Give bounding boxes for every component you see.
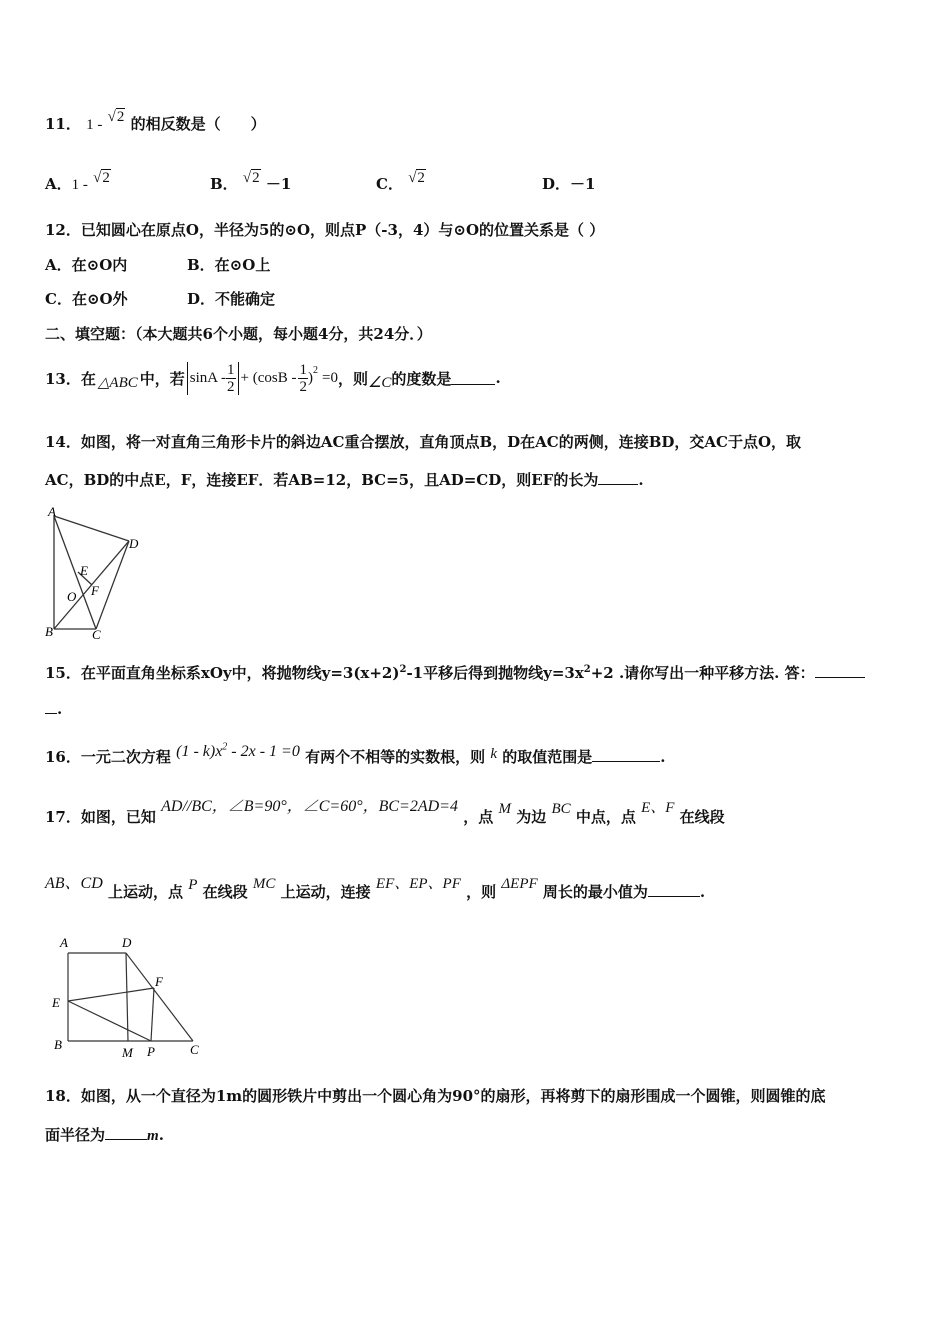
q17-label-e: E: [52, 995, 60, 1010]
q12-stem: 12．已知圆心在原点O，半径为5的⊙O，则点P（-3，4）与⊙O的位置关系是（ ）: [45, 221, 605, 239]
q17-label-b: B: [54, 1037, 62, 1052]
q13-angle: ∠C: [367, 374, 392, 391]
q14-answer-blank: [598, 472, 638, 485]
q16-answer-blank: [592, 749, 660, 762]
q14-line2: AC，BD的中点E，F，连接EF．若AB=12，BC=5，且AD=CD，则EF的长为 .: [45, 471, 644, 489]
q11-expr: 1 -: [86, 117, 103, 133]
q11-option-c-radical: √2: [408, 170, 425, 186]
q14-label-c: C: [92, 627, 101, 642]
q15-continuation: .: [45, 700, 62, 718]
q11-option-c: C． √2: [376, 170, 425, 193]
q14-label-o: O: [67, 589, 77, 604]
q17-label-c: C: [190, 1042, 199, 1057]
q17-label-m: M: [122, 1045, 133, 1060]
q12-option-d: D．不能确定: [187, 290, 276, 308]
q14-label-a: A: [48, 504, 56, 519]
q17-seg-ef: [68, 988, 154, 1001]
q11-option-a: A．1 - √2: [45, 170, 110, 193]
q13-triangle: △ABC: [97, 374, 138, 391]
q12-option-b: B．在⊙O上: [187, 256, 271, 274]
q17-label-d: D: [122, 935, 132, 950]
q15-answer-blank: [815, 665, 865, 678]
section-heading: 二、填空题：（本大题共6个小题，每小题4分，共24分．）: [45, 325, 432, 343]
q15-stem: 15．在平面直角坐标系xOy中，将抛物线$y=3(x+2)^2-1$平移后得到抛物线$y=3x^2+2$ .请你写出一种平移方法. 答：: [45, 662, 865, 683]
q17-label-f: F: [155, 974, 163, 989]
q17-figure: [48, 933, 208, 1063]
q13-answer-blank: [451, 372, 495, 385]
q14-seg-ad: [54, 516, 129, 541]
q17-seg-ep: [68, 1001, 151, 1041]
q13-abs-value: sinA - $\frac{1}{2}$: [187, 362, 239, 395]
q17-seg-dm: [126, 953, 128, 1041]
q11-option-b-radical: √2: [242, 170, 260, 186]
q17-seg-dc: [126, 953, 193, 1041]
q17-seg-pf: [151, 988, 154, 1041]
q11-number: 11．: [45, 115, 81, 133]
q14-seg-ac: [54, 516, 96, 629]
q18-line2: 面半径为 m.: [45, 1126, 164, 1144]
q14-label-f: F: [91, 583, 99, 598]
q11-question-text: 的相反数是（ ）: [130, 115, 266, 133]
q14-label-e: E: [80, 563, 88, 578]
q11-option-b: B． √2 －1: [210, 170, 292, 193]
q17-label-a: A: [60, 935, 68, 950]
q16-k: k: [490, 746, 498, 762]
q11-radical: √2: [107, 109, 125, 125]
q12-option-c: C．在⊙O外: [45, 290, 128, 308]
q17-line2: AB、CD 上运动，点 P 在线段 MC 上运动，连接 EF、EP、PF ，则 ΔEPF 周长的最小值为 .: [45, 875, 706, 901]
q14-figure: [42, 503, 142, 643]
q17-given: AD//BC，∠B=90°，∠C=60°，BC=2AD=4: [161, 798, 458, 815]
q11-option-d: D．－1: [542, 175, 596, 193]
q14-label-d: D: [129, 536, 139, 551]
q17-answer-blank: [648, 884, 700, 897]
q18-answer-blank: [105, 1127, 147, 1140]
q11-option-a-radical: √2: [93, 170, 110, 186]
q17-line1: 17．如图，已知 AD//BC，∠B=90°，∠C=60°，BC=2AD=4 ，点 M 为边 BC 中点，点 E、F 在线段: [45, 798, 725, 826]
q18-line1: 18．如图，从一个直径为1m的圆形铁片中剪出一个圆心角为90°的扇形，再将剪下的扇形围成一个圆锥，则圆锥的底: [45, 1087, 826, 1105]
q12-option-a: A．在⊙O内: [45, 256, 128, 274]
q17-label-p: P: [147, 1044, 155, 1059]
q14-label-b: B: [45, 624, 53, 639]
q16-equation: $(1 - k)x^2 - 2x - 1 =0$: [176, 741, 300, 760]
q14-line1: 14．如图，将一对直角三角形卡片的斜边AC重合摆放，直角顶点B，D在AC的两侧，连接BD，交AC于点O，取: [45, 433, 802, 451]
q16-stem: 16．一元二次方程 $(1 - k)x^2 - 2x - 1 =0$ 有两个不相等的实数根，则 k 的取值范围是 .: [45, 741, 666, 766]
q13-stem: 13．在 △ABC 中，若 sinA - $\frac{1}{2}$ + (cosB - $\frac{1}{2}$ ) $^2$ =0 ，则 ∠C 的度数是 .: [45, 361, 501, 395]
q11-stem: [45, 109, 266, 134]
q14-seg-dc: [96, 541, 129, 629]
